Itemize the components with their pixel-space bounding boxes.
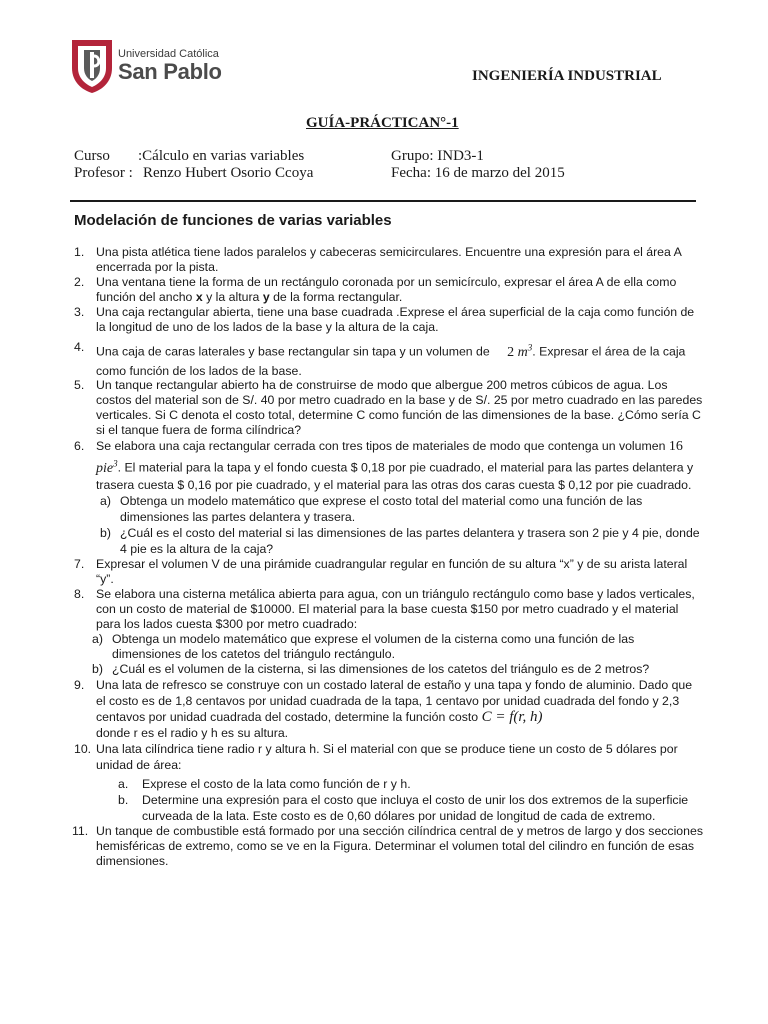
problem-6-b <box>100 525 704 557</box>
subitem-label: a) <box>100 493 111 508</box>
problem-8 <box>74 587 704 677</box>
problem-8-a <box>74 632 704 662</box>
problem-text: Un tanque rectangular abierto ha de construirse de modo que albergue 200 metros cúbicos de agua. Los costos del material son de S/. 40 por metro cuadrado en la base y de S/. 25 por metro cuadrado en las paredes verticales. Si C denota el costo total, determine C como función de las dimensiones de la base. ¿Cómo sería C si el tanque fuera de forma cilíndrica? <box>96 378 703 437</box>
problem-text: y la altura <box>202 290 263 304</box>
variable-x: x <box>195 290 203 304</box>
problem-3 <box>74 305 704 335</box>
subitem-text: ¿Cuál es el volumen de la cisterna, si las dimensiones de los catetos del triángulo es de 2 metros? <box>112 661 650 676</box>
problem-text: Una ventana tiene la forma de un rectángulo coronada por un semicírculo, expresar el área A de ella como función del ancho <box>96 275 677 304</box>
header-divider <box>70 200 696 202</box>
fecha-text: Fecha: 16 de marzo del 2015 <box>391 165 565 181</box>
subitem-label: b. <box>118 792 129 807</box>
profesor-value: Renzo Hubert Osorio Ccoya <box>143 165 314 181</box>
problem-8-b <box>74 662 704 677</box>
problem-11 <box>74 824 704 869</box>
problem-10-b <box>96 792 704 824</box>
subitem-label: a. <box>118 776 129 791</box>
problem-number: 6. <box>74 439 85 453</box>
problem-number: 3. <box>74 305 85 319</box>
problem-10 <box>74 741 704 824</box>
problem-text: de la forma rectangular. <box>269 290 403 304</box>
logo-name-text: San Pablo <box>118 59 222 84</box>
problem-text: . Expresar el área de la caja como función de los lados de la base. <box>96 344 686 378</box>
subitem-text: Exprese el costo de la lata como función de r y h. <box>142 776 411 791</box>
shield-icon <box>70 38 114 94</box>
subitem-label: b) <box>92 661 103 676</box>
cost-function-formula: C = f(r, h) <box>481 708 543 725</box>
curso-value: :Cálculo en varias variables <box>138 148 305 164</box>
problem-5 <box>74 378 704 438</box>
problem-number: 2. <box>74 275 85 289</box>
problem-text: Una pista atlética tiene lados paralelos y cabeceras semicirculares. Encuentre una expresión para el área A encerrada por la pista. <box>96 245 682 274</box>
problem-text: Un tanque de combustible está formado por una sección cilíndrica central de y metros de largo y dos secciones hemisféricas de extremo, como se ve en la Figura. Determinar el volumen total del cilindro en función de esas dimensiones. <box>96 823 703 868</box>
problem-number: 10. <box>74 741 92 756</box>
problem-number: 1. <box>74 245 85 259</box>
problem-list-top <box>74 245 704 380</box>
volume-formula: 2 $m^3$ <box>507 342 533 360</box>
section-title: Modelación de funciones de varias variables <box>74 212 392 229</box>
logo-university-text: Universidad Católica <box>118 48 219 60</box>
problem-text: Expresar el volumen V de una pirámide cuadrangular regular en función de su altura “x” y de su arista lateral “y”. <box>96 556 688 586</box>
subitem-label: a) <box>92 631 103 646</box>
problem-text: Se elabora una caja rectangular cerrada con tres tipos de materiales de modo que contenga un volumen <box>96 439 669 453</box>
problem-10-a <box>96 776 704 792</box>
problem-2 <box>74 275 704 305</box>
problem-number: 5. <box>74 378 85 392</box>
subitem-label: b) <box>100 525 111 540</box>
volume-formula: 16 pie$^3$ <box>96 439 683 476</box>
subitem-text: Obtenga un modelo matemático que exprese el costo total del material como una función de las dimensiones las partes delantera y trasera. <box>120 493 643 524</box>
variable-y: y <box>262 290 270 304</box>
problem-text: donde r es el radio y h es su altura. <box>96 725 289 740</box>
problem-list-bottom <box>74 378 704 869</box>
subitem-text: ¿Cuál es el costo del material si las dimensiones de las partes delantera y trasera son 2 pie y 4 pie, donde 4 pie es la altura de la caja? <box>120 525 700 556</box>
problem-6 <box>74 438 704 557</box>
grupo-text: Grupo: IND3-1 <box>391 148 484 164</box>
curso-label: Curso <box>74 148 110 164</box>
problem-number: 7. <box>74 556 85 571</box>
problem-7 <box>74 557 704 587</box>
subitem-text: Obtenga un modelo matemático que exprese el volumen de la cisterna como una función de las dimensiones de los catetos del triángulo rectángulo. <box>112 631 635 661</box>
guide-title: GUÍA-PRÁCTICAN°-1 <box>306 115 459 131</box>
problem-text: Se elabora una cisterna metálica abierta para agua, con un triángulo rectángulo como base y lados verticales, con un costo de material de $10000. El material para la base cuesta $150 por metro cuadrado y el material para los lados cuesta $300 por metro cuadrado: <box>96 586 695 631</box>
profesor-label: Profesor : <box>74 165 133 181</box>
problem-1 <box>74 245 704 275</box>
university-logo <box>70 38 230 94</box>
problem-number: 9. <box>74 677 85 692</box>
problem-9 <box>74 677 704 741</box>
department-title: INGENIERÍA INDUSTRIAL <box>472 68 662 84</box>
problem-6-a <box>100 493 704 525</box>
problem-text: Una caja rectangular abierta, tiene una base cuadrada .Exprese el área superficial de la caja como función de la longitud de uno de los lados de la base y la altura de la caja. <box>96 305 695 334</box>
problem-text: . El material para la tapa y el fondo cuesta $ 0,18 por pie cuadrado, el material para las partes delantera y trasera cuesta $ 0,16 por pie cuadrado, y el material para las otras dos caras cuesta $ 0,12 por pie cuadrado. <box>96 460 694 492</box>
problem-number: 8. <box>74 586 85 601</box>
problem-number: 4. <box>74 340 85 354</box>
problem-4 <box>74 338 704 380</box>
problem-text: Una lata de refresco se construye con un costado lateral de estaño y una tapa y fondo de aluminio. Dado que el costo es de 1,8 centavos por unidad cuadrada de la tapa, 1 centavo por unidad cuadrada del fondo y 2,3 centavos por unidad cuadrada del costado, determine la función costo <box>96 677 693 724</box>
problem-text: Una lata cilíndrica tiene radio r y altura h. Si el material con que se produce tiene un costo de 5 dólares por unidad de área: <box>96 741 678 772</box>
problem-text: Una caja de caras laterales y base rectangular sin tapa y un volumen de <box>96 344 494 359</box>
problem-number: 11. <box>72 823 89 838</box>
subitem-text: Determine una expresión para el costo que incluya el costo de unir los dos extremos de la superficie curveada de la lata. Este costo es de 0,60 dólares por unidad de longitud de cada de extremo. <box>142 792 689 823</box>
